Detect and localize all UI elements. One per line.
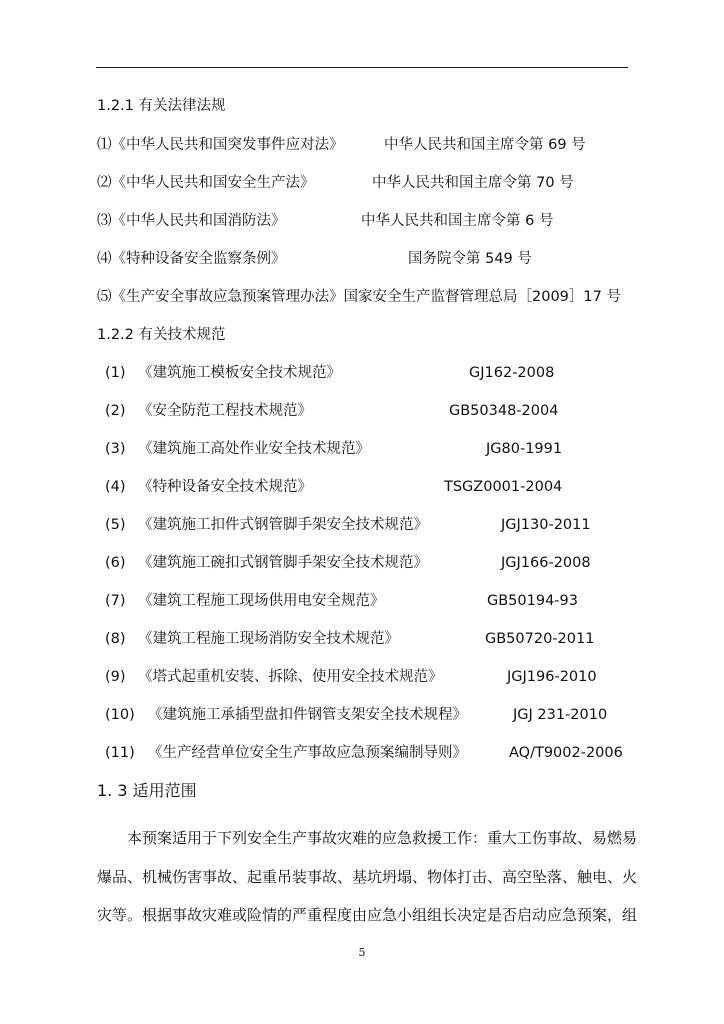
standard-number: (6): [105, 555, 126, 571]
page-number: 5: [358, 946, 366, 959]
section-heading-122: 1.2.2 有关技术规范: [97, 327, 226, 343]
standard-number: (2): [105, 403, 126, 419]
standard-number: (1): [105, 365, 126, 381]
standard-title: 《特种设备安全技术规范》: [138, 479, 312, 495]
paragraph-line-3: 灾等。根据事故灾难或险情的严重程度由应急小组组长决定是否启动应急预案，组: [97, 906, 638, 924]
standard-code: JGJ196-2010: [507, 669, 597, 685]
standard-title: 《建筑工程施工现场供用电安全规范》: [138, 593, 385, 609]
law-title-3: ⑶《中华人民共和国消防法》: [97, 213, 286, 229]
law-issuer-2: 中华人民共和国主席令第 70 号: [372, 175, 574, 191]
standard-code: JGJ 231-2010: [513, 707, 608, 723]
standard-number: (10): [105, 707, 135, 723]
standard-title: 《建筑施工承插型盘扣件钢管支架安全技术规程》: [148, 707, 467, 723]
standard-code: JGJ130-2011: [501, 517, 591, 533]
law-issuer-1: 中华人民共和国主席令第 69 号: [384, 137, 586, 153]
standard-code: TSGZ0001-2004: [444, 479, 563, 495]
standard-code: GB50194-93: [487, 593, 578, 609]
standard-number: (5): [105, 517, 126, 533]
standard-code: GB50348-2004: [449, 403, 559, 419]
standard-number: (7): [105, 593, 126, 609]
standard-code: GJ162-2008: [469, 365, 555, 381]
law-title-2: ⑵《中华人民共和国安全生产法》: [97, 175, 315, 191]
law-issuer-3: 中华人民共和国主席令第 6 号: [361, 213, 554, 229]
law-title-4: ⑷《特种设备安全监察条例》: [97, 251, 286, 267]
standard-number: (3): [105, 441, 126, 457]
standard-title: 《建筑施工高处作业安全技术规范》: [138, 441, 370, 457]
standard-title: 《建筑工程施工现场消防安全技术规范》: [138, 631, 399, 647]
standard-code: AQ/T9002-2006: [509, 745, 623, 761]
standard-number: (4): [105, 479, 126, 495]
standard-code: JGJ166-2008: [501, 555, 591, 571]
standard-number: (8): [105, 631, 126, 647]
standard-title: 《建筑施工扣件式钢管脚手架安全技术规范》: [138, 517, 428, 533]
standard-title: 《建筑施工模板安全技术规范》: [138, 365, 341, 381]
standard-title: 《生产经营单位安全生产事故应急预案编制导则》: [148, 745, 467, 761]
law-issuer-4: 国务院令第 549 号: [408, 251, 532, 267]
standard-number: (9): [105, 669, 126, 685]
standard-code: GB50720-2011: [485, 631, 595, 647]
standard-code: JG80-1991: [486, 441, 563, 457]
section-heading-121: 1.2.1 有关法律法规: [97, 98, 226, 114]
section-heading-13: 1. 3 适用范围: [97, 781, 197, 800]
standard-title: 《建筑施工碗扣式钢管脚手架安全技术规范》: [138, 555, 428, 571]
law-title-5: ⑸《生产安全事故应急预案管理办法》国家安全生产监督管理总局［2009］17 号: [97, 289, 621, 305]
standard-title: 《安全防范工程技术规范》: [138, 403, 312, 419]
paragraph-line-1: 本预案适用于下列安全生产事故灾难的应急救援工作：重大工伤事故、易燃易: [127, 829, 638, 847]
standard-title: 《塔式起重机安装、拆除、使用安全技术规范》: [138, 669, 443, 685]
standard-number: (11): [105, 745, 135, 761]
law-title-1: ⑴《中华人民共和国突发事件应对法》: [97, 137, 344, 153]
header-rule: [96, 67, 628, 68]
paragraph-line-2: 爆品、机械伤害事故、起重吊装事故、基坑坍塌、物体打击、高空坠落、触电、火: [97, 868, 638, 886]
